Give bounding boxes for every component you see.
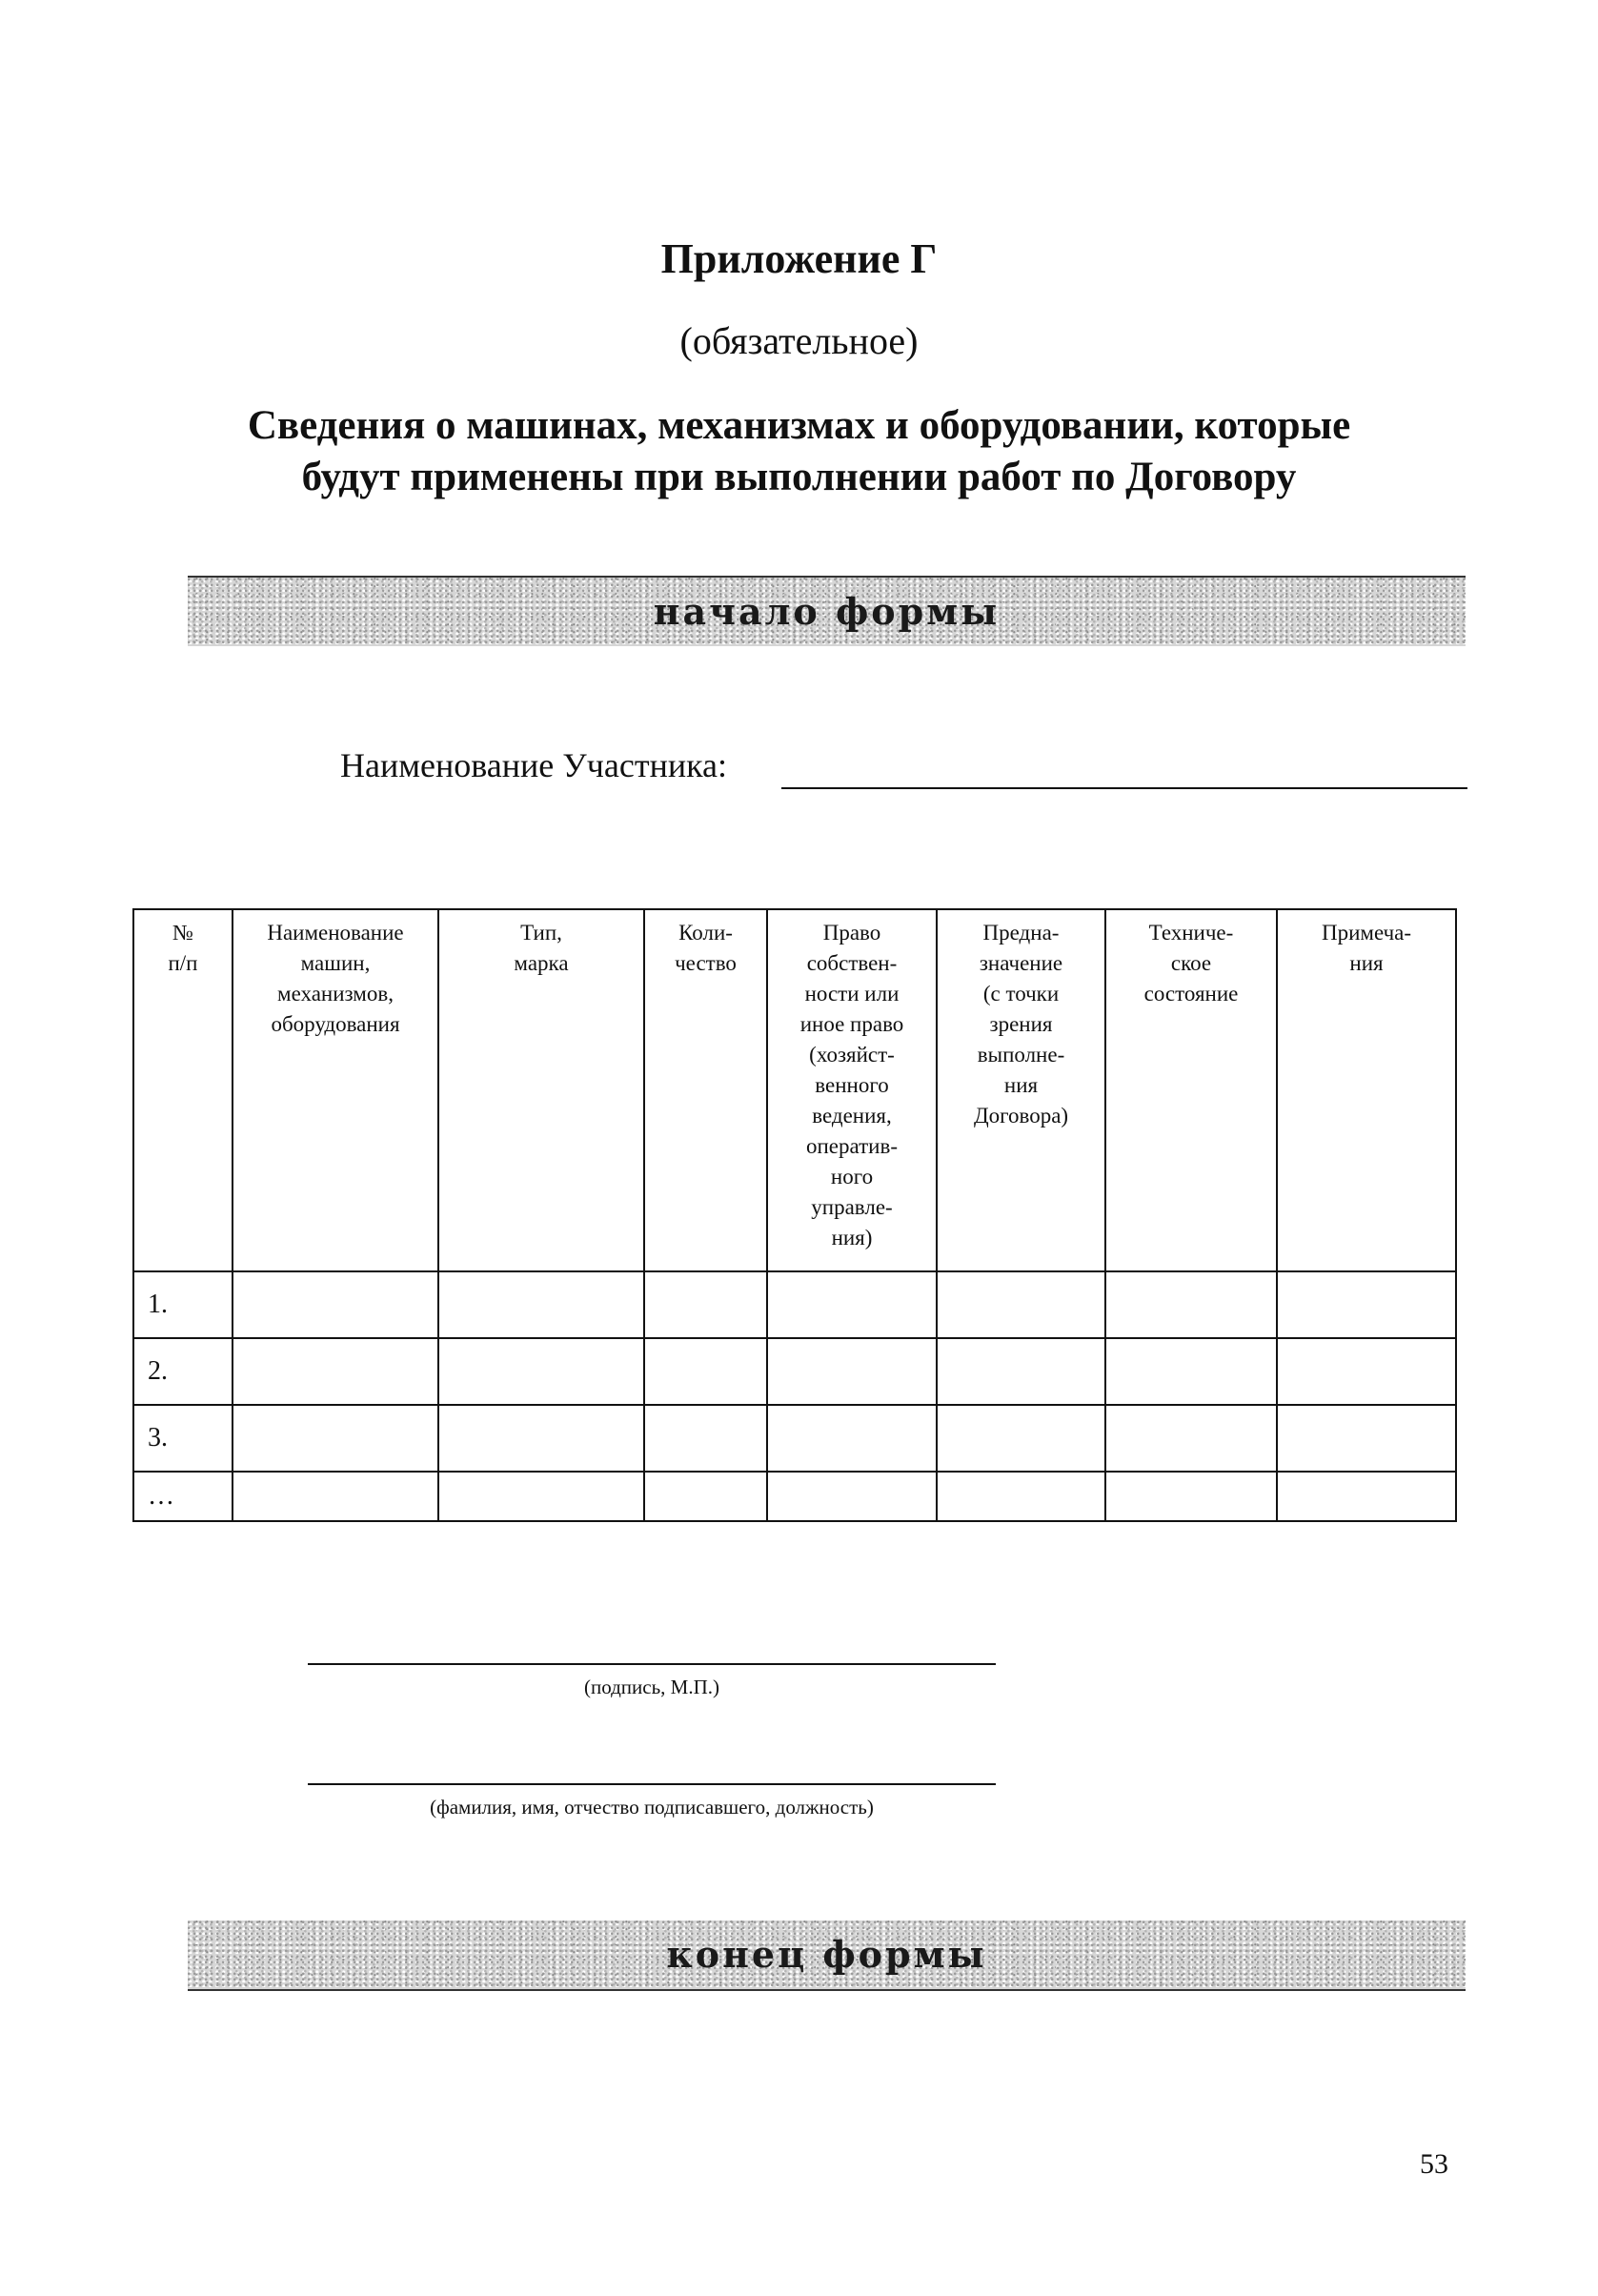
column-header-line: №	[172, 921, 193, 945]
column-header	[1277, 909, 1456, 1271]
column-header	[767, 909, 937, 1271]
column-header-line: ного	[830, 1165, 874, 1189]
table-cell[interactable]	[438, 1271, 644, 1338]
column-header-line: венного	[815, 1073, 889, 1097]
document-heading	[0, 400, 1598, 503]
table-cell[interactable]	[233, 1271, 438, 1338]
form-start-label: начало формы	[653, 590, 1001, 633]
table-cell[interactable]	[937, 1405, 1105, 1472]
column-header-line: состояние	[1143, 982, 1239, 1006]
column-header-line: Примеча-	[1321, 921, 1412, 945]
signer-name-caption: (фамилия, имя, отчество подписавшего, должность)	[430, 1796, 874, 1819]
equipment-table	[132, 908, 1457, 1522]
table-cell[interactable]	[438, 1338, 644, 1405]
column-header-line: ния	[1349, 951, 1384, 975]
column-header-line: иное право	[799, 1012, 904, 1036]
signer-name-line[interactable]	[308, 1783, 996, 1785]
column-header-line: собствен-	[806, 951, 898, 975]
column-header-line: чество	[675, 951, 737, 975]
column-header-line: ведения,	[812, 1104, 892, 1128]
column-header-line: ности или	[804, 982, 900, 1006]
column-header-line: ния)	[831, 1226, 873, 1250]
column-header-line: оборудования	[271, 1012, 400, 1036]
column-header-line: Техниче-	[1148, 921, 1234, 945]
table-cell[interactable]	[438, 1472, 644, 1521]
row-number: 1.	[133, 1271, 233, 1338]
signature-line[interactable]	[308, 1663, 996, 1665]
appendix-subtitle: (обязательное)	[679, 319, 919, 362]
form-end-bottom-rule	[188, 1989, 1466, 1991]
table-cell[interactable]	[1105, 1405, 1277, 1472]
table-row	[133, 1271, 1456, 1338]
participant-name-field[interactable]	[781, 787, 1467, 789]
table-row	[133, 1472, 1456, 1521]
appendix-title: Приложение Г	[660, 235, 938, 282]
table-row	[133, 1338, 1456, 1405]
column-header-line: ское	[1170, 951, 1212, 975]
table-cell[interactable]	[644, 1338, 767, 1405]
column-header-line: п/п	[168, 951, 198, 975]
table-cell[interactable]	[767, 1405, 937, 1472]
table-row	[133, 1405, 1456, 1472]
table-cell[interactable]	[767, 1472, 937, 1521]
column-header-line: Тип,	[520, 921, 562, 945]
column-header-line: марка	[514, 951, 569, 975]
column-header-line: Право	[822, 921, 881, 945]
table-cell[interactable]	[1105, 1338, 1277, 1405]
table-cell[interactable]	[937, 1338, 1105, 1405]
table-cell[interactable]	[1277, 1472, 1456, 1521]
table-cell[interactable]	[1105, 1271, 1277, 1338]
table-cell[interactable]	[1277, 1405, 1456, 1472]
column-header	[1105, 909, 1277, 1271]
table-cell[interactable]	[233, 1472, 438, 1521]
column-header-line: Предна-	[982, 921, 1060, 945]
column-header	[133, 909, 233, 1271]
heading-line-1: Сведения о машинах, механизмах и оборудовании, которые	[247, 403, 1351, 448]
column-header-line: механизмов,	[277, 982, 394, 1006]
column-header-line: выполне-	[977, 1043, 1065, 1067]
column-header-line: (с точки	[982, 982, 1060, 1006]
column-header-line: машин,	[300, 951, 371, 975]
participant-label: Наименование Участника:	[340, 746, 728, 784]
table-cell[interactable]	[1105, 1472, 1277, 1521]
table-cell[interactable]	[644, 1271, 767, 1338]
column-header	[438, 909, 644, 1271]
column-header-line: оператив-	[805, 1134, 898, 1158]
column-header	[233, 909, 438, 1271]
table-cell[interactable]	[937, 1271, 1105, 1338]
form-end-label: конец формы	[666, 1933, 987, 1976]
column-header-line: зрения	[989, 1012, 1053, 1036]
page-number: 53	[1420, 2148, 1448, 2180]
table-cell[interactable]	[1277, 1271, 1456, 1338]
table-cell[interactable]	[644, 1472, 767, 1521]
column-header-line: (хозяйст-	[809, 1043, 895, 1067]
column-header-line: значение	[979, 951, 1063, 975]
table-header-row	[133, 909, 1456, 1271]
table-cell[interactable]	[438, 1405, 644, 1472]
table-cell[interactable]	[233, 1338, 438, 1405]
table-cell[interactable]	[937, 1472, 1105, 1521]
form-start-band	[188, 578, 1466, 646]
column-header	[937, 909, 1105, 1271]
column-header-line: Договора)	[973, 1104, 1069, 1128]
column-header-line: Наименование	[267, 921, 404, 945]
form-end-band	[188, 1920, 1466, 1989]
table-cell[interactable]	[1277, 1338, 1456, 1405]
heading-line-2: будут применены при выполнении работ по Договору	[301, 455, 1297, 499]
table-cell[interactable]	[644, 1405, 767, 1472]
column-header-line: ния	[1003, 1073, 1039, 1097]
column-header-line: управле-	[811, 1195, 893, 1219]
table-cell[interactable]	[767, 1271, 937, 1338]
signature-caption: (подпись, М.П.)	[583, 1676, 720, 1698]
table-body	[133, 1271, 1456, 1521]
row-number: 3.	[133, 1405, 233, 1472]
row-number: 2.	[133, 1338, 233, 1405]
row-number: …	[133, 1472, 233, 1521]
column-header-line: Коли-	[678, 921, 733, 945]
table-cell[interactable]	[233, 1405, 438, 1472]
table-cell[interactable]	[767, 1338, 937, 1405]
column-header	[644, 909, 767, 1271]
